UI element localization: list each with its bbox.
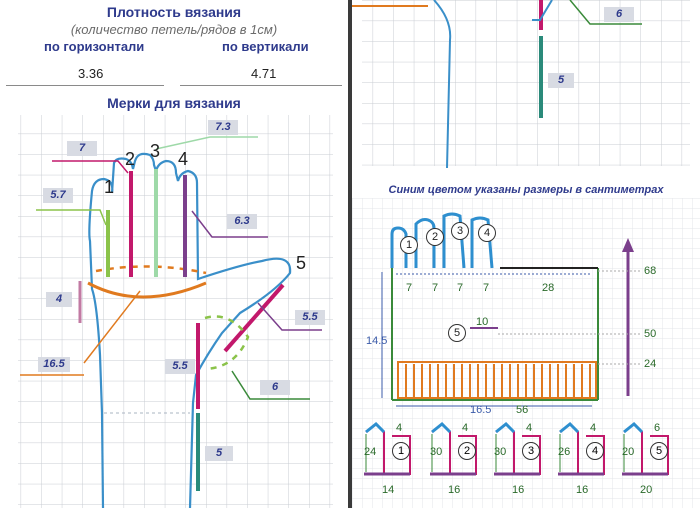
crop-label-box-6: 6: [604, 7, 634, 22]
vertical-underline: [180, 85, 342, 86]
finger-4-circle: 4: [586, 442, 604, 460]
finger-1-bottom: 14: [382, 484, 395, 496]
finger-1-side: 24: [364, 446, 377, 458]
finger-patterns-row: [362, 422, 692, 502]
wrist-left: [102, 413, 103, 508]
finger-num-2: 2: [125, 149, 136, 169]
crop-label-box-5: 5: [548, 73, 574, 88]
label-box-73: 7.3: [208, 120, 238, 135]
finger-5-top: 6: [654, 422, 661, 434]
thumb-width: 10: [476, 316, 489, 328]
horizontal-underline: [6, 85, 164, 86]
width-28: 28: [542, 282, 555, 294]
finger-num-1: 1: [104, 177, 115, 197]
pattern-thumb-circle: 5: [448, 324, 466, 342]
label-box-57: 5.7: [43, 188, 73, 203]
finger-2-top: 4: [462, 422, 469, 434]
label-box-55a: 5.5: [295, 310, 325, 325]
finger-2-side: 30: [430, 446, 443, 458]
bottom-width: 16.5: [470, 404, 492, 416]
pattern-panel: [352, 0, 700, 508]
measurements-panel: [0, 0, 348, 508]
bottom-count: 56: [516, 404, 529, 416]
label-box-6: 6: [260, 380, 290, 395]
finger-2-bottom: 16: [448, 484, 461, 496]
label-box-165: 16.5: [38, 357, 70, 372]
finger-4-top: 4: [590, 422, 597, 434]
vertical-density-value[interactable]: 4.71: [251, 66, 277, 81]
pattern-finger-circle-1: 1: [400, 236, 418, 254]
label-box-55b: 5.5: [165, 359, 195, 374]
density-title: Плотность вязания: [106, 4, 242, 20]
grid-top: [362, 0, 690, 166]
finger-2-circle: 2: [458, 442, 476, 460]
finger-1-top: 4: [396, 422, 403, 434]
label-box-4: 4: [46, 292, 72, 307]
pattern-note: Синим цветом указаны размеры в сантиметрах: [388, 184, 664, 196]
finger-3-top: 4: [526, 422, 533, 434]
finger-num-5: 5: [296, 253, 307, 273]
label-box-63: 6.3: [227, 214, 257, 229]
vertical-label: по вертикали: [222, 39, 309, 54]
row-68: 68: [644, 265, 657, 277]
finger-piece-4: [556, 422, 612, 502]
width-7-b: 7: [432, 282, 439, 294]
pattern-finger-circle-4: 4: [478, 224, 496, 242]
finger-5-side: 20: [622, 446, 635, 458]
width-7-a: 7: [406, 282, 413, 294]
height-left: 14.5: [366, 335, 388, 347]
finger-num-4: 4: [178, 149, 189, 169]
density-subtitle: (количество петель/рядов в 1см): [70, 22, 278, 37]
finger-piece-1: [362, 422, 418, 502]
width-7-c: 7: [457, 282, 464, 294]
finger-3-side: 30: [494, 446, 507, 458]
finger-piece-3: [492, 422, 548, 502]
width-7-d: 7: [483, 282, 490, 294]
measures-title: Мерки для вязания: [107, 95, 241, 111]
horizontal-label: по горизонтали: [44, 39, 145, 54]
horizontal-density-value[interactable]: 3.36: [78, 66, 104, 81]
finger-5-circle: 5: [650, 442, 668, 460]
finger-5-bottom: 20: [640, 484, 653, 496]
thumb-crop-diagram: [352, 0, 700, 168]
label-box-5: 5: [205, 446, 233, 461]
finger-4-side: 26: [558, 446, 571, 458]
row-24: 24: [644, 358, 657, 370]
row-50: 50: [644, 328, 657, 340]
finger-piece-2: [428, 422, 484, 502]
finger-1-circle: 1: [392, 442, 410, 460]
pattern-finger-circle-3: 3: [451, 222, 469, 240]
finger-piece-5: [620, 422, 680, 502]
finger-3-circle: 3: [522, 442, 540, 460]
finger-num-3: 3: [150, 141, 161, 161]
pattern-area: [352, 170, 700, 508]
finger-3-bottom: 16: [512, 484, 525, 496]
finger-4-bottom: 16: [576, 484, 589, 496]
label-box-7: 7: [67, 141, 97, 156]
pattern-finger-circle-2: 2: [426, 228, 444, 246]
